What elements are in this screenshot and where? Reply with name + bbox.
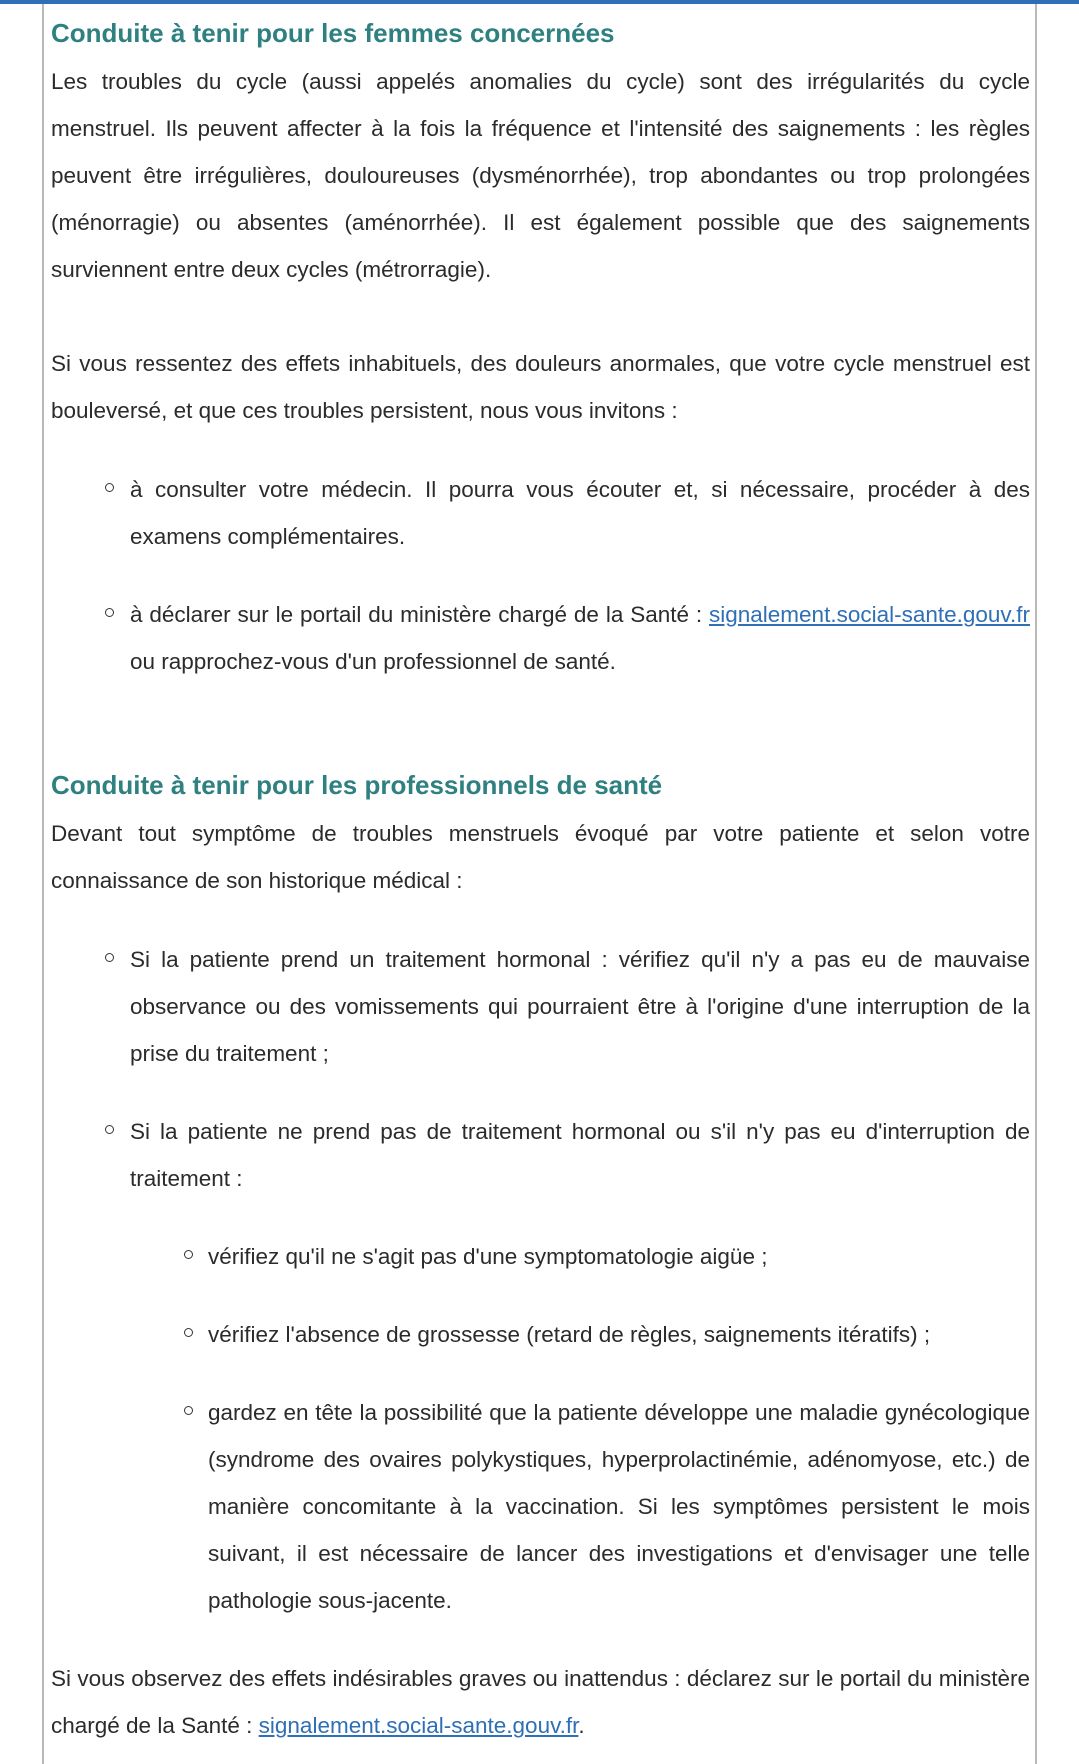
circle-bullet-icon [105, 608, 114, 617]
circle-bullet-icon [105, 1125, 114, 1134]
paragraph-cycle-disorders: Les troubles du cycle (aussi appelés anomalies du cycle) sont des irrégularités du cycle menstruel. Ils peuvent affecter à la fois la fréquence et l'intensité des saignements : les règles peuvent être irrégulières, douloureuses (dysménorrhée), trop abondantes ou trop prolongées (ménorragie) ou absentes (aménorrhée). Il est également possible que des saignements surviennent entre deux cycles (métrorragie). [51, 69, 1030, 282]
portal-link[interactable]: signalement.social-sante.gouv.fr [709, 602, 1030, 627]
women-action-list [51, 466, 1030, 560]
paragraph-professionals-intro: Devant tout symptôme de troubles menstruels évoqué par votre patiente et selon votre connaissance de son historique médical : [51, 821, 1030, 893]
circle-bullet-icon [184, 1250, 193, 1259]
sub-list-3 [51, 1389, 1030, 1624]
paragraph-closing: Si vous observez des effets indésirables graves ou inattendus : déclarez sur le portail du ministère chargé de la Santé : signalement.social-sante.gouv.fr. [51, 1666, 1030, 1738]
section-heading-women: Conduite à tenir pour les femmes concernées [51, 18, 615, 48]
section-heading-professionals: Conduite à tenir pour les professionnels de santé [51, 770, 663, 800]
circle-bullet-icon [105, 953, 114, 962]
list-item-consult-doctor: à consulter votre médecin. Il pourra vous écouter et, si nécessaire, procéder à des examens complémentaires. [51, 466, 1030, 560]
paragraph-invitation: Si vous ressentez des effets inhabituels, des douleurs anormales, que votre cycle menstruel est bouleversé, et que ces troubles persistent, nous vous invitons : [51, 351, 1030, 423]
sub-list-2 [51, 1311, 1030, 1358]
portal-link-closing[interactable]: signalement.social-sante.gouv.fr [258, 1713, 579, 1738]
list-item-hormonal-treatment: Si la patiente prend un traitement hormonal : vérifiez qu'il n'y a pas eu de mauvaise observance ou des vomissements qui pourraient être à l'origine d'une interruption de la prise du traitement ; [51, 936, 1030, 1077]
circle-bullet-icon [184, 1328, 193, 1337]
circle-bullet-icon [105, 483, 114, 492]
professional-list-1 [51, 936, 1030, 1077]
sub-list-item-gynecological-disease: gardez en tête la possibilité que la patiente développe une maladie gynécologique (syndrome des ovaires polykystiques, hyperprolactinémie, adénomyose, etc.) de manière concomitante à la vaccination. Si les symptômes persistent le mois suivant, il est nécessaire de lancer des investigations et d'envisager une telle pathologie sous-jacente. [51, 1389, 1030, 1624]
professional-list-2 [51, 1108, 1030, 1202]
sub-list-item-acute: vérifiez qu'il ne s'agit pas d'une symptomatologie aigüe ; [51, 1233, 1030, 1280]
circle-bullet-icon [184, 1406, 193, 1415]
women-report-list [51, 591, 1030, 685]
list-item-declare-portal: à déclarer sur le portail du ministère chargé de la Santé : signalement.social-sante.gouv.fr ou rapprochez-vous d'un professionnel de santé. [51, 591, 1030, 685]
list-item-no-hormonal-treatment: Si la patiente ne prend pas de traitement hormonal ou s'il n'y pas eu d'interruption de traitement : [51, 1108, 1030, 1202]
sub-list-item-pregnancy: vérifiez l'absence de grossesse (retard de règles, saignements itératifs) ; [51, 1311, 1030, 1358]
sub-list-1 [51, 1233, 1030, 1280]
